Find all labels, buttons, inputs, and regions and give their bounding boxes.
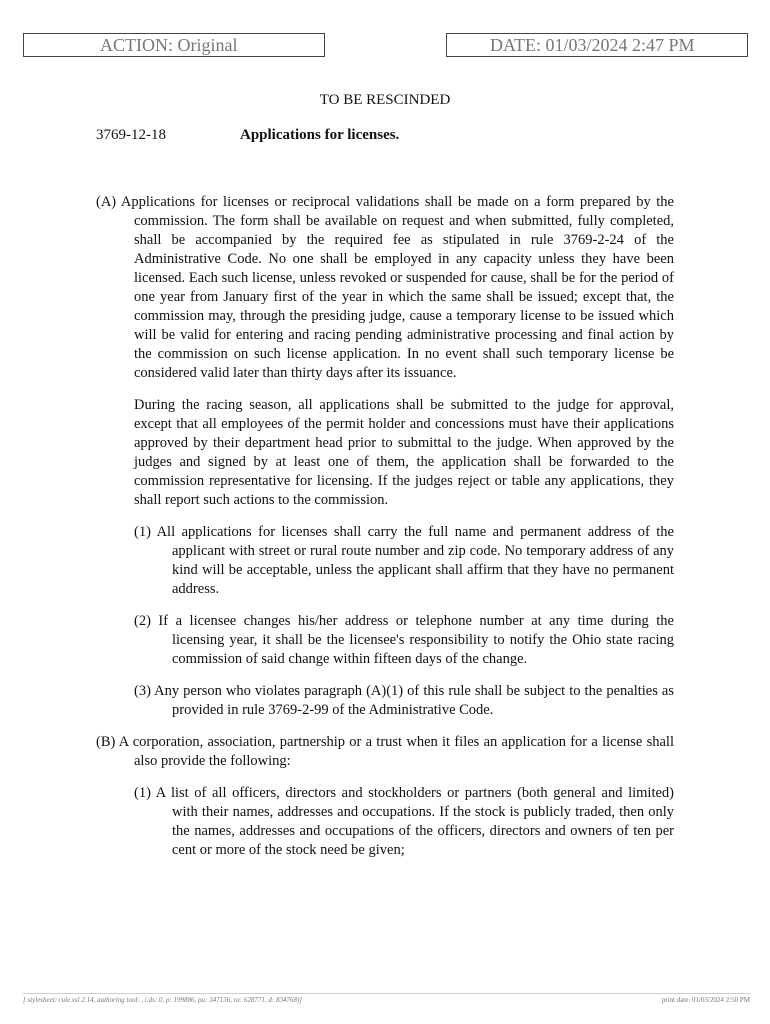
paragraph-a2: (2) If a licensee changes his/her address or telephone number at any time during the licensing year, it shall be the licensee's responsibility to notify the Ohio state racing commission of said change within fifteen days of the change. <box>134 613 674 667</box>
paragraph-a: (A) Applications for licenses or reciprocal validations shall be made on a form prepared by the commission. The form shall be available on request and when submitted, fully completed, shall be accompanied by the required fee as stipulated in rule 3769-2-24 of the Administrative Code. No one shall be employed in any capacity unless they have been licensed. Each such license, unless revoked or suspended for cause, shall be for the period of one year from January first of the year in which the same shall be issued; except that, the commission may, through the presiding judge, cause a temporary license to be issued which will be valid for entering and racing pending administrative processing and final action by the commission on such license application. In no event shall such temporary license be considered valid later than thirty days after its issuance. <box>96 194 674 381</box>
paragraph-a3: (3) Any person who violates paragraph (A)(1) of this rule shall be subject to the penalties as provided in rule 3769-2-99 of the Administrative Code. <box>134 683 674 718</box>
rule-title: Applications for licenses. <box>240 127 400 143</box>
page-footer <box>23 993 750 1004</box>
rule-number: 3769-12-18 <box>96 127 166 143</box>
paragraph-a1: (1) All applications for licenses shall carry the full name and permanent address of the applicant with street or rural route number and zip code. No temporary address of any kind will be acceptable, unless the applicant shall affirm that they have no permanent address. <box>134 524 674 597</box>
rule-body <box>96 193 674 860</box>
rescinded-status: TO BE RESCINDED <box>319 92 451 108</box>
print-date: print date: 01/03/2024 2:50 PM <box>661 996 750 1004</box>
paragraph-b1: (1) A list of all officers, directors and stockholders or partners (both general and limited) with their names, addresses and occupations. If the stock is publicly traded, then only the names, addresses and occupations of the officers, directors and owners of ten per cent or more of the stock need be given; <box>134 785 674 858</box>
action-label: ACTION: Original <box>23 33 325 57</box>
paragraph-a-continued: During the racing season, all applications shall be submitted to the judge for approval, except that all employees of the permit holder and concessions must have their applications approved by their department head prior to submittal to the judge. When approved by the judges and signed by at least one of them, the application shall be forwarded to the commission representative for licensing. If the judges reject or table any applications, they shall report such actions to the commission. <box>134 397 674 508</box>
stylesheet-info: [ stylesheet: rule.xsl 2.14, authoring tool: , i.ds: 0, p: 199886, pa: 347136, ra: 628771, d: 834768)] <box>23 996 303 1004</box>
paragraph-b: (B) A corporation, association, partnership or a trust when it files an application for a license shall also provide the following: <box>96 734 674 769</box>
date-label: DATE: 01/03/2024 2:47 PM <box>446 33 748 57</box>
